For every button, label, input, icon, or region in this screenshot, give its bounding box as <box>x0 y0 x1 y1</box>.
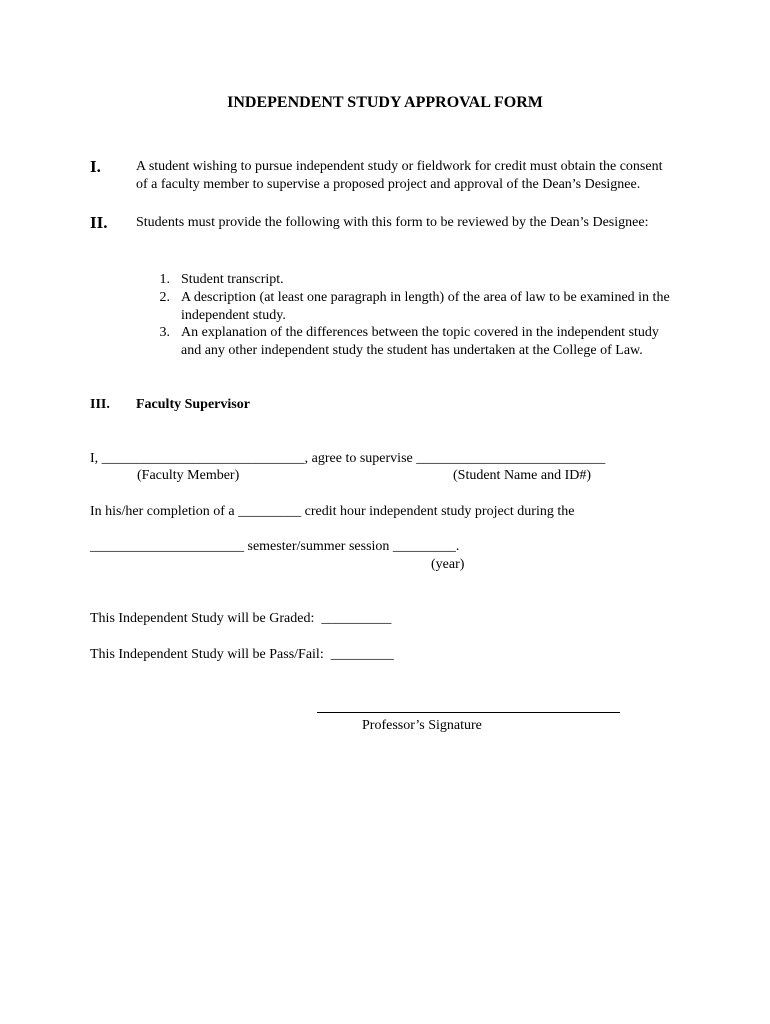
semester-line[interactable]: ______________________ semester/summer session _________. <box>90 539 460 554</box>
list-item-text: An explanation of the differences between the topic covered in the independent study and any other independent study the student has undertaken at the College of Law. <box>181 325 659 358</box>
student-name-caption: (Student Name and ID#) <box>453 468 592 483</box>
section-1-numeral: I. <box>90 157 101 176</box>
list-item-text: Student transcript. <box>181 272 284 287</box>
graded-line[interactable]: This Independent Study will be Graded: __________ <box>90 611 392 626</box>
signature-label: Professor’s Signature <box>362 718 482 733</box>
section-2-text: Students must provide the following with this form to be reviewed by the Dean’s Designee: <box>136 215 649 230</box>
signature-line[interactable] <box>317 712 620 713</box>
year-caption: (year) <box>431 557 465 572</box>
list-item-number: 3. <box>159 325 170 340</box>
section-2-numeral: II. <box>90 213 108 232</box>
credit-hour-line[interactable]: In his/her completion of a _________ credit hour independent study project during the <box>90 504 575 519</box>
form-title: INDEPENDENT STUDY APPROVAL FORM <box>227 94 543 111</box>
pass-fail-line[interactable]: This Independent Study will be Pass/Fail: _________ <box>90 647 394 662</box>
list-item-text: A description (at least one paragraph in length) of the area of law to be examined in the independent study. <box>181 290 670 323</box>
list-item-number: 1. <box>159 272 170 287</box>
section-3-numeral: III. <box>90 397 110 412</box>
section-1-text: A student wishing to pursue independent study or fieldwork for credit must obtain the consent of a faculty member to supervise a proposed project and approval of the Dean’s Designee. <box>136 159 663 192</box>
faculty-member-caption: (Faculty Member) <box>137 468 240 483</box>
supervise-agreement-line[interactable]: I, _____________________________, agree to supervise ___________________________ <box>90 451 606 466</box>
section-3-heading: Faculty Supervisor <box>136 397 250 412</box>
list-item-number: 2. <box>159 290 170 305</box>
